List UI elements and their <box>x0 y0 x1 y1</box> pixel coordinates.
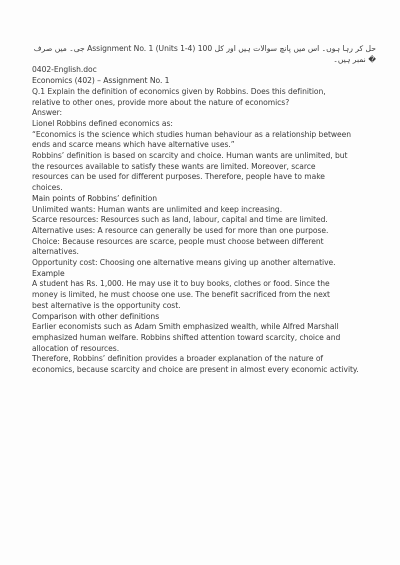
point-line-4: Choice: Because resources are scarce, people must choose between different <box>32 236 324 246</box>
question-line-1: Q.1 Explain the definition of economics given by Robbins. Does this definition, <box>32 86 326 96</box>
comparison-line-2: emphasized human welfare. Robbins shifted attention toward scarcity, choice and <box>32 332 341 342</box>
explanation-line-1: Robbins’ definition is based on scarcity and choice. Human wants are unlimited, but <box>32 151 348 161</box>
quote-line-1: “Economics is the science which studies human behaviour as a relationship between <box>32 129 352 139</box>
question-line-2: relative to other ones, provide more about the nature of economics? <box>32 97 290 107</box>
course-title: Economics (402) – Assignment No. 1 <box>32 76 170 86</box>
example-line-3: best alternative is the opportunity cost. <box>32 300 181 310</box>
example-line-2: money is limited, he must choose one use. The benefit sacrificed from the next <box>32 290 330 300</box>
urdu-header-line-1: حل کر رہا ہوں۔ اس میں پانچ سوالات ہیں اور کل 100 Assignment No. 1 (Units 1-4) جی۔ میں صرف <box>33 44 376 53</box>
conclusion-line-1: Therefore, Robbins’ definition provides a broader explanation of the nature of <box>32 354 324 364</box>
quote-line-2: ends and scarce means which have alternative uses.” <box>32 140 235 150</box>
point-line-3: Alternative uses: A resource can generally be used for more than one purpose. <box>32 225 329 235</box>
file-name: 0402-English.doc <box>32 65 97 75</box>
comparison-heading: Comparison with other definitions <box>32 311 160 321</box>
conclusion-line-2: economics, because scarcity and choice are present in almost every economic activity. <box>32 365 359 375</box>
urdu-header-line-2: � نمبر ہیں۔ <box>333 54 376 64</box>
point-line-1: Unlimited wants: Human wants are unlimited and keep increasing. <box>32 204 283 214</box>
point-line-2: Scarce resources: Resources such as land, labour, capital and time are limited. <box>32 215 328 225</box>
point-line-6: Opportunity cost: Choosing one alternative means giving up another alternative. <box>32 258 336 268</box>
comparison-line-3: allocation of resources. <box>32 343 120 353</box>
intro-line: Lionel Robbins defined economics as: <box>32 118 173 128</box>
point-line-5: alternatives. <box>32 247 79 257</box>
explanation-line-2: the resources available to satisfy these wants are limited. Moreover, scarce <box>32 161 316 171</box>
explanation-line-4: choices. <box>32 183 63 193</box>
comparison-line-1: Earlier economists such as Adam Smith emphasized wealth, while Alfred Marshall <box>32 322 339 332</box>
main-points-heading: Main points of Robbins’ definition <box>32 193 157 203</box>
answer-label: Answer: <box>32 108 63 118</box>
example-heading: Example <box>32 268 65 278</box>
example-line-1: A student has Rs. 1,000. He may use it to buy books, clothes or food. Since the <box>32 279 330 289</box>
explanation-line-3: resources can be used for different purposes. Therefore, people have to make <box>32 172 325 182</box>
